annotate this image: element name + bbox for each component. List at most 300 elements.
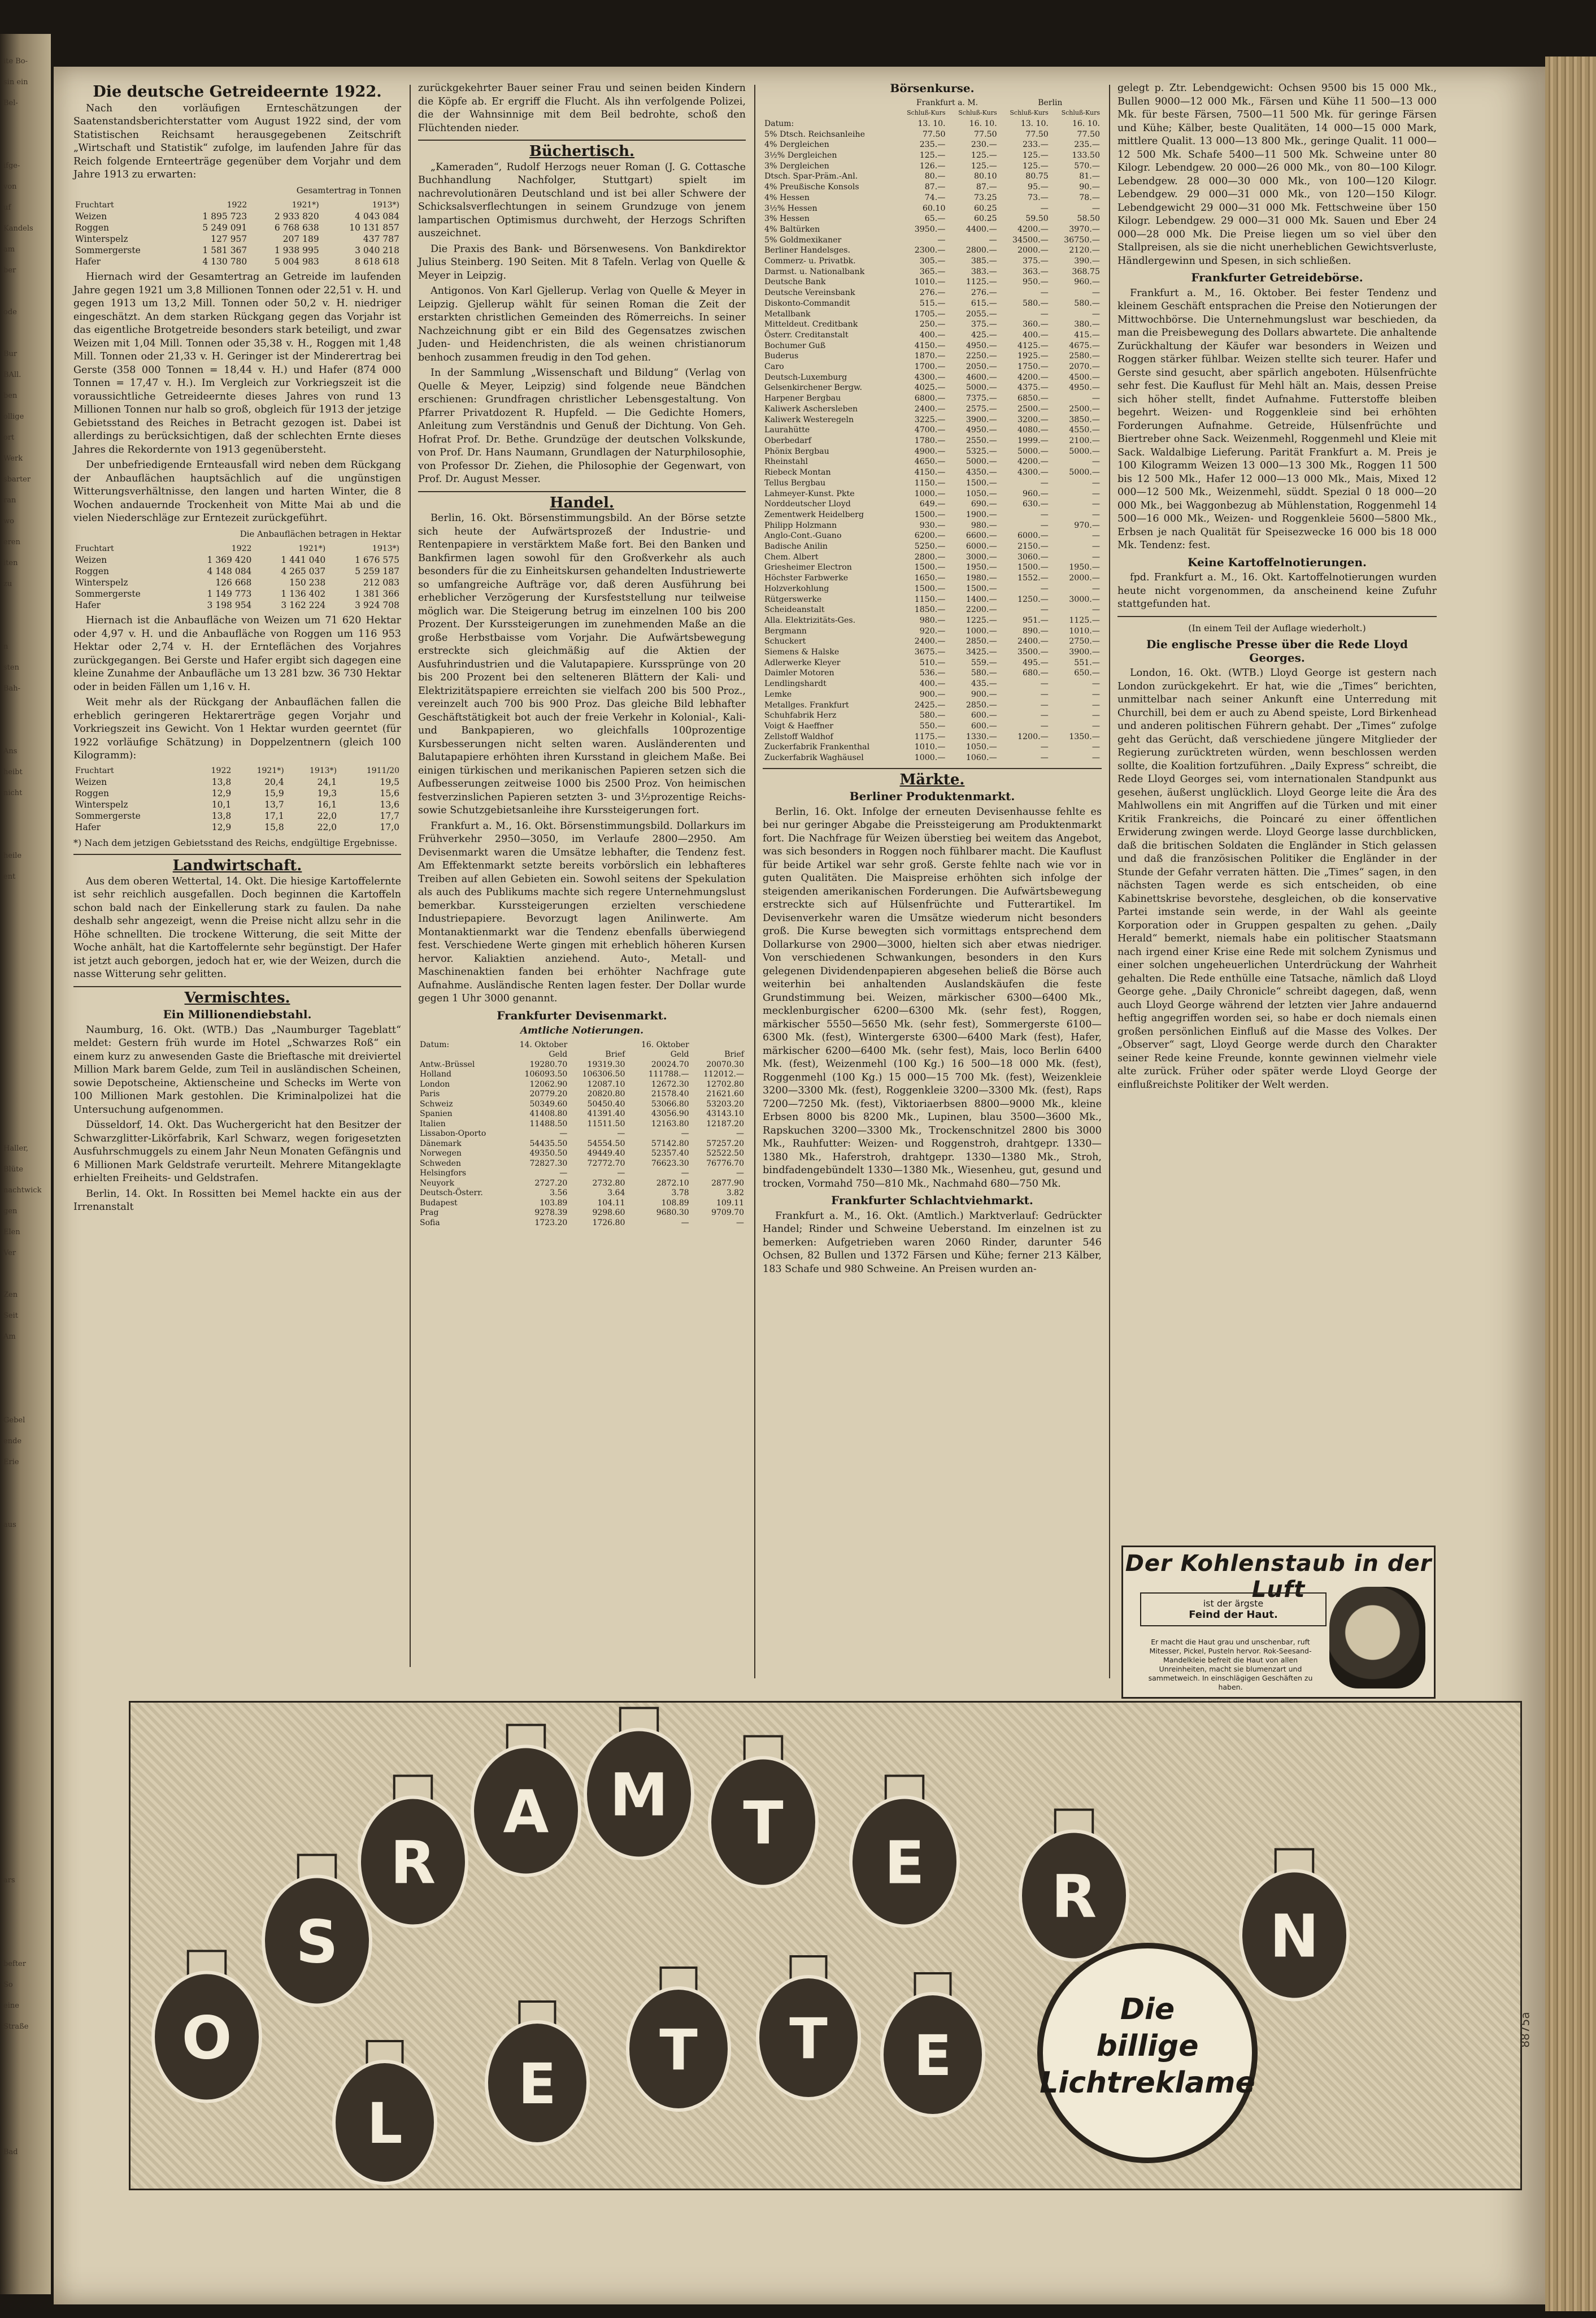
table-cell: 6000.— xyxy=(966,542,997,552)
table-cell: 3% Dergleichen xyxy=(764,161,829,171)
table-cell: 559.— xyxy=(971,658,997,667)
osram-bulbs-graphic xyxy=(131,1703,1520,2189)
table-cell: Roggen xyxy=(75,566,110,576)
facing-page-fragment: sbarter xyxy=(3,475,31,484)
table-cell: 12163.80 xyxy=(651,1119,689,1128)
table-row xyxy=(763,605,1102,615)
table-cell: Schuhfabrik Herz xyxy=(764,711,837,720)
table-row xyxy=(763,710,1102,721)
table-cell: Prag xyxy=(420,1208,439,1217)
table-cell: 2800.— xyxy=(966,246,997,255)
table-cell: 3000.— xyxy=(1069,594,1100,604)
table-cell: 4125.— xyxy=(1017,341,1049,350)
table-cell: 59.50 xyxy=(1025,214,1049,224)
table-header-cell: Geld xyxy=(670,1050,689,1059)
table-cell: 580.— xyxy=(1074,298,1100,308)
table-cell: 3.78 xyxy=(671,1188,689,1197)
table-cell: Lissabon-Oporto xyxy=(420,1129,486,1138)
table-cell: — xyxy=(1040,721,1049,731)
table-cell: 3 924 708 xyxy=(355,600,399,610)
table-cell: — xyxy=(1091,394,1100,403)
table-cell: 5000.— xyxy=(966,383,997,393)
facing-page-fragment: Kandels xyxy=(3,224,33,233)
table-cell: 3060.— xyxy=(1017,552,1049,562)
table-cell: 551.— xyxy=(1074,658,1100,667)
facing-page-fragment: Bad xyxy=(3,2148,18,2156)
table-cell: 4400.— xyxy=(966,224,997,234)
table1-caption: Gesamtertrag in Tonnen xyxy=(296,185,401,196)
table-cell: Bochumer Guß xyxy=(764,341,826,350)
table-row xyxy=(763,436,1102,446)
table-row xyxy=(73,788,401,799)
table-cell: 1500.— xyxy=(966,478,997,488)
table-row xyxy=(763,171,1102,182)
table-cell: 510.— xyxy=(919,658,946,667)
table-cell: 2120.— xyxy=(1069,246,1100,255)
table-cell: Deutsch-Luxemburg xyxy=(764,372,847,382)
table-cell: 3425.— xyxy=(966,648,997,657)
table-row xyxy=(763,362,1102,372)
table-cell: — xyxy=(1091,288,1100,298)
table-cell: 127 957 xyxy=(211,234,247,244)
table-cell: 1 581 367 xyxy=(202,245,247,255)
buecher-p3: Antigonos. Von Karl Gjellerup. Verlag von Quelle & Meyer in Leipzig. Gjellerup wählt für seinen Roman die Zeit der erstarkten christlichen Gemeinden des Römerreichs. In seiner Nachzeichnung gibt er ein Bild des Gegensatzes zwischen Juden- und Heidenchristen, die als weinen christianorum benhoch zusammen freudig in den Tod gehen. xyxy=(418,285,746,363)
table-cell: Buderus xyxy=(764,351,799,361)
table-cell: 74.— xyxy=(924,193,946,202)
table-row xyxy=(418,1169,746,1179)
table-cell: Griesheimer Electron xyxy=(764,563,852,572)
table-cell: 12702.80 xyxy=(706,1079,744,1089)
table-row xyxy=(763,330,1102,341)
table-cell: 1250.— xyxy=(1017,594,1049,604)
table-cell: Zuckerfabrik Waghäusel xyxy=(764,753,864,763)
table-cell: 4950.— xyxy=(966,341,997,350)
table-cell: — xyxy=(1091,679,1100,689)
table-cell: 104.11 xyxy=(597,1198,625,1208)
table-cell: — xyxy=(1040,510,1049,519)
table-cell: 515.— xyxy=(919,298,946,308)
table-row xyxy=(763,415,1102,426)
table-cell: — xyxy=(1091,689,1100,699)
table-cell: Hafer xyxy=(75,822,101,832)
table-cell: 1500.— xyxy=(914,510,946,519)
table-cell: — xyxy=(1040,753,1049,763)
divider xyxy=(73,854,401,855)
table-cell: 19,3 xyxy=(317,788,337,798)
bulb-letter: M xyxy=(610,1760,668,1830)
table-cell: 5250.— xyxy=(914,542,946,552)
table-cell: 1900.— xyxy=(966,510,997,519)
table-cell: 60.25 xyxy=(974,203,997,213)
table-cell: Caro xyxy=(764,362,784,372)
table-cell: 5 004 983 xyxy=(274,257,319,267)
table-cell: 20024.70 xyxy=(651,1060,689,1069)
buecher-p4: In der Sammlung „Wissenschaft und Bildung“ (Verlag von Quelle & Meyer, Leipzig) sind folgende neue Bändchen erschienen: Grundfragen christlicher Lebensgestaltung. Von Pfarrer Privatdozent R. Hupfeld. — Die Gedichte Homers, Anleitung zum Verständnis und Genuß der Dichtung. Von Geh. Hofrat Prof. Dr. Bethe. Grundzüge der deutschen Volkskunde, von Prof. Dr. Hans Naumann, Grundlagen der Naturphilosophie, von Professor Dr. Ziehen, die Philosophie der Gegenwart, von Prof. Dr. August Messer. xyxy=(418,367,746,485)
facing-page-fragment: sin ein xyxy=(3,78,28,86)
table-cell: Berliner Handelsges. xyxy=(764,246,851,255)
table-row xyxy=(763,520,1102,531)
facing-page-fragment: Bah- xyxy=(3,684,21,693)
table-row xyxy=(418,1100,746,1110)
table-header-cell: Fruchtart xyxy=(75,201,114,210)
table-row xyxy=(763,562,1102,573)
table-header-cell xyxy=(763,98,895,108)
table-cell: 930.— xyxy=(919,520,946,530)
table-cell: 970.— xyxy=(1074,520,1100,530)
table-cell: 360.— xyxy=(1023,320,1049,329)
table-cell: 276.— xyxy=(919,288,946,298)
table-row xyxy=(763,499,1102,510)
table-row xyxy=(418,1218,746,1229)
table-cell: 5% Dtsch. Reichsanleihe xyxy=(764,129,866,139)
getreide-table-3 xyxy=(73,765,401,833)
table-row xyxy=(763,658,1102,669)
table-header-cell: Berlin xyxy=(1038,98,1063,107)
table-cell: 90.— xyxy=(1079,183,1100,192)
table-cell: Dänemark xyxy=(420,1139,462,1148)
table-cell: 4650.— xyxy=(914,457,946,467)
landwirtschaft-title: Landwirtschaft. xyxy=(172,857,302,874)
table-header-cell: 1921*) xyxy=(292,201,319,210)
table-cell: 4500.— xyxy=(1069,372,1100,382)
table-cell: 7375.— xyxy=(966,394,997,403)
table-cell: 3.64 xyxy=(607,1188,625,1197)
table-cell: 77.50 xyxy=(1077,129,1100,139)
table-row xyxy=(73,776,401,788)
table-row xyxy=(73,799,401,810)
table-cell: 2100.— xyxy=(1069,436,1100,445)
table-cell: 41391.40 xyxy=(587,1109,625,1118)
table-cell: 4600.— xyxy=(966,372,997,382)
table-row xyxy=(73,554,401,566)
table-header-cell: 14. Oktober xyxy=(519,1040,568,1049)
table-cell: Philipp Holzmann xyxy=(764,520,837,530)
table-row xyxy=(418,1199,746,1209)
table-cell: 1780.— xyxy=(914,436,946,445)
table-header-cell: 1913*) xyxy=(310,766,337,775)
table-cell: 950.— xyxy=(1023,277,1049,287)
facing-page-fragment: Haller, xyxy=(3,1144,29,1153)
table-cell: — xyxy=(1091,721,1100,731)
light-bulb xyxy=(263,1855,371,2006)
table-cell: 12087.10 xyxy=(587,1079,625,1089)
facing-page-fragment: Bel- xyxy=(3,99,18,107)
table-cell: — xyxy=(1040,743,1049,752)
table-cell: 20820.80 xyxy=(587,1089,625,1099)
table-cell: 920.— xyxy=(919,626,946,636)
table-cell: — xyxy=(1091,489,1100,498)
table-cell: Badische Anilin xyxy=(764,542,828,552)
light-bulb xyxy=(486,2002,588,2144)
table-row xyxy=(763,404,1102,415)
table-cell: 3 162 224 xyxy=(281,600,326,610)
getreide-para-5: Weit mehr als der Rückgang der Anbauflächen fallen die erheblich geringeren Hektarerträge gegen Vorjahr und Vorkriegszeit ins Gewicht. Von 1 Hektar wurden geerntet (für 1922 vorläufige Schätzung) in Doppelzentnern (gleich 100 Kilogramm): xyxy=(73,697,401,761)
table-cell: 112012.— xyxy=(703,1070,744,1079)
table-cell: 4150.— xyxy=(914,341,946,350)
ad-osram-lichtreklame xyxy=(129,1701,1522,2190)
table-cell: — xyxy=(617,1129,625,1138)
table-cell: — xyxy=(736,1129,744,1138)
table-cell: 108.89 xyxy=(661,1198,689,1208)
table-cell: 649.— xyxy=(919,500,946,509)
table-cell: 2000.— xyxy=(1069,574,1100,583)
table-cell: Zuckerfabrik Frankenthal xyxy=(764,743,870,752)
table-cell: 365.— xyxy=(919,267,946,276)
table-header-cell: 1921*) xyxy=(298,544,326,553)
table-cell: Sommergerste xyxy=(75,589,141,599)
table-row xyxy=(73,822,401,833)
table-cell: 1 136 402 xyxy=(281,589,326,599)
table-cell: — xyxy=(989,235,997,245)
table-cell: — xyxy=(1091,203,1100,213)
buecher-title: Büchertisch. xyxy=(529,143,635,160)
table-cell: 2300.— xyxy=(914,246,946,255)
table-row xyxy=(418,1109,746,1119)
table-cell: 80.— xyxy=(924,172,946,181)
table-row xyxy=(763,478,1102,489)
table-header-cell: Schluß-Kurs xyxy=(958,109,997,117)
light-bulb xyxy=(851,1776,958,1926)
facing-page-fragment: gen xyxy=(3,1207,18,1216)
table-cell: 10,1 xyxy=(211,799,232,810)
light-bulb xyxy=(1241,1850,1348,2000)
devisen-table xyxy=(418,1040,746,1229)
table-row xyxy=(418,1129,746,1139)
table-cell: — xyxy=(1091,500,1100,509)
table-cell: Lemke xyxy=(764,689,792,699)
table-cell: Sommergerste xyxy=(75,245,141,255)
table-row xyxy=(763,383,1102,393)
table-cell: 77.50 xyxy=(974,129,997,139)
table-cell: 1 895 723 xyxy=(202,211,247,222)
table-cell: Spanien xyxy=(420,1109,453,1118)
table-cell: 400.— xyxy=(919,679,946,689)
maerkte-p1: Berlin, 16. Okt. Infolge der erneuten Devisenhausse fehlte es bei nur geringer Abgabe die Preissteigerung am Produktenmarkt fort. Die Nachfrage für Weizen überstieg bei weitem das Angebot, was sich besonders in Roggen noch fühlbarer macht. Die Kauflust für beide Artikel war sehr groß. Gerste fehlte nach wie vor in guten Qualitäten. Die Maispreise erhöhten sich infolge der steigenden amerikanischen Forderungen. Die Aufwärtsbewegung erstreckte sich auf Hülsenfrüchte und Futterartikel. Im Devisenverkehr waren die Umsätze wiederum nicht besonders groß. Die Kurse bewegten sich vormittags entsprechend dem Dollarkurse von 2900—3000, hielten sich aber etwas niedriger. Von verschiedenen Schwankungen, besonders in den Kurs gelegenen Dividendenpapieren abgesehen beließ die Börse auch weiterhin bei anhaltenden Auslandskäufen die feste Grundstimmung bei. Weizen, märkischer 6300—6400 Mk., mecklenburgischer 6200—6300 Mk. (sehr fest), Roggen, märkischer 5550—5650 Mk. (sehr fest), Sommergerste 6100—6300 Mk. (fest), Wintergerste 6300—6400 Mark (fest), Hafer, märkischer 6200—6400 Mk. (sehr fest), Mais, loco Berlin 6400 Mk. (fest), Weizenmehl (100 Kg.) 16 500—18 000 Mk. (fest), Roggenmehl (100 Kg.) 15 000—15 700 Mk. (fest), Weizenkleie 3200—3300 Mk. (fest), Roggenkleie 3200—3300 Mk. (fest), Raps 7200—7250 Mk. (fest), Viktoriaerbsen 8800—9000 Mk., kleine Erbsen 8000 bis 8200 Mk., Lupinen, blau 3500—3600 Mk., Rapskuchen 3200—3300 Mk., Trockenschnitzel 2800 bis 3000 Mk., Rauhfutter: Weizen- und Roggenstroh, drahtgepr. 1330—1380 Mk., Haferstroh, drahtgepr. 1330—1380 Mk., Stroh, bindfadengebündelt 1330—1380 Mk., Wiesenheu, gut, gesund und trocken, Vormahd 750—810 Mk., Nachmahd 680—750 Mk. xyxy=(763,806,1102,1190)
table-row xyxy=(763,732,1102,743)
table-cell: 73.— xyxy=(1028,193,1049,202)
table-cell: Winterspelz xyxy=(75,578,128,588)
table-cell: 13,8 xyxy=(211,810,232,821)
divider xyxy=(1117,616,1437,617)
bulb-letter: T xyxy=(789,2007,828,2072)
table-row xyxy=(73,566,401,577)
table-cell: Holland xyxy=(420,1070,451,1079)
table-row xyxy=(763,573,1102,584)
table-cell: 106306.50 xyxy=(582,1070,625,1079)
column-1 xyxy=(73,82,401,1217)
table-cell: 368.75 xyxy=(1072,267,1100,276)
table-cell: 400.— xyxy=(1023,330,1049,340)
table-cell: 385.— xyxy=(971,257,997,266)
facing-page-fragment: BAll. xyxy=(3,371,21,379)
table-cell: 580.— xyxy=(919,711,946,720)
handel-p1: Berlin, 16. Okt. Börsenstimmungsbild. An der Börse setzte sich heute der Aufwärtsprozeß der Industrie- und Rentenpapiere in verstärktem Maße fort. Bei den Banken und Bankfirmen lagen sowohl für den Großverkehr als auch besonders für die zu Einheitskursen gehandelten Industriewerte so umfangreiche Aufträge vor, daß deren Ausführung bei erheblicher Verzögerung der Kursfeststellung nur teilweise möglich war. Die Steigerung betrug im einzelnen 100 bis 200 Prozent. Der Kurssteigerungen im zunehmenden Maße an die große Herbstbaisse vom Vorjahr. Die Aufwärtsbewegung erstreckte sich gleichmäßig auf die Aktien der Ausfuhrindustrien und die Valutapapiere. Kurssprünge von 20 bis 200 Prozent bei den selteneren Blättern der Kali- und Elektrizitätspapiere erreichten sie vielfach 200 bis 500 Proz., vereinzelt auch 700 bis 900 Proz. Das gleiche Bild lebhafter Geschäftstätigkeit bot auch der freie Verkehr in Kolonial-, Kali- und Bankpapieren, wo gleichfalls 100prozentige Kursbesserungen nicht selten waren. Ausländerenten und Balutapapiere erhöhten ihren Kursstand in gleichem Maße. Bei einigen türkischen und merikanischen Papieren setzen sich die Aufbesserungen zeitweise 1000 bis 2500 Proz. Von heimischen festverzinslichen Papieren setzten 3- und 3½prozentige Reichs- sowie Schutzgebietsanleihe ihre Kurssteigerungen fort. xyxy=(418,513,746,816)
table-cell: — xyxy=(1091,584,1100,593)
divider xyxy=(73,986,401,987)
table-cell: 276.— xyxy=(971,288,997,298)
table-cell: Italien xyxy=(420,1119,446,1128)
table-cell: 5 249 091 xyxy=(202,223,247,233)
table-cell: 1870.— xyxy=(914,351,946,361)
table-cell: Alla. Elektrizitäts-Ges. xyxy=(764,615,856,625)
table-cell: 1700.— xyxy=(914,362,946,372)
table-cell: 1050.— xyxy=(966,743,997,752)
table-cell: 126 668 xyxy=(215,578,252,588)
table-cell: 5% Goldmexikaner xyxy=(764,235,842,245)
table-cell: Schweiz xyxy=(420,1099,453,1109)
column-2 xyxy=(418,82,746,1231)
table-cell: 4080.— xyxy=(1017,426,1049,435)
table-row xyxy=(763,584,1102,594)
table-cell: 19280.70 xyxy=(529,1060,568,1069)
table-cell: Paris xyxy=(420,1089,440,1099)
facing-page-fragment: iten xyxy=(3,559,18,567)
table-cell: 2872.10 xyxy=(656,1178,689,1188)
table-header-cell: 1921*) xyxy=(256,766,284,775)
table-row xyxy=(763,224,1102,235)
table-cell: Darmst. u. Nationalbank xyxy=(764,267,865,276)
facing-page-fragment: ollige xyxy=(3,413,24,421)
table-cell: Kaliwerk Aschersleben xyxy=(764,404,858,414)
table-row xyxy=(763,594,1102,605)
table-cell: 52522.50 xyxy=(706,1149,744,1158)
col4-sub2: Keine Kartoffelnotierungen. xyxy=(1188,555,1367,569)
table-cell: 960.— xyxy=(1074,277,1100,287)
facing-page-fragment: Bur xyxy=(3,350,18,358)
table-cell: 80.75 xyxy=(1025,172,1049,181)
maerkte-sub1: Berliner Produktenmarkt. xyxy=(849,789,1015,804)
table-cell: 2200.— xyxy=(966,605,997,615)
table-cell: 305.— xyxy=(919,257,946,266)
portrait-illustration xyxy=(1329,1587,1425,1688)
getreide-para-2: Hiernach wird der Gesamtertrag an Getreide im laufenden Jahre gegen 1921 um 3,8 Millionen Tonnen oder 22,51 v. H. und gegen 1913 um 13,2 Mill. Tonnen oder 50,2 v. H. niedriger eingeschätzt. An dem starken Rückgang gegen das Vorjahr ist das eigentliche Brotgetreide besonders stark beteiligt, und zwar Weizen mit 1,04 Mill. Tonnen oder 35,38 v. H., Roggen mit 1,48 Mill. Tonnen oder 21,33 v. H. Geringer ist der Minderertrag bei Gerste (358 000 Tonnen = 18,44 v. H.) und Hafer (874 000 Tonnen = 17,47 v. H.). Im Vergleich zur Vorkriegszeit ist die voraussichtliche Getreideernte dieses Jahres von rund 13 Millionen Tonnen nur halb so groß, obgleich für 1913 der jetzige Gebietsstand des Reiches in Betracht gezogen ist. Dabei ist allerdings zu berücksichtigen, daß der schlechten Ernte dieses Jahres die Rekordernte von 1913 gegenübersteht. xyxy=(73,271,401,455)
table-cell: 12,9 xyxy=(211,788,232,798)
table-cell: 24,1 xyxy=(317,776,337,787)
table-cell: — xyxy=(1040,679,1049,689)
table-row xyxy=(763,425,1102,436)
table-cell: 2500.— xyxy=(1069,404,1100,414)
table-cell: 1060.— xyxy=(966,753,997,763)
table-cell: 11488.50 xyxy=(529,1119,568,1128)
table-cell: 1726.80 xyxy=(592,1218,625,1227)
table-cell: 4 043 084 xyxy=(355,211,399,222)
table-cell: Hafer xyxy=(75,257,101,267)
table-cell: 106093.50 xyxy=(524,1070,568,1079)
table-cell: — xyxy=(1091,605,1100,615)
table-cell: 2400.— xyxy=(914,637,946,646)
table-cell: 22,0 xyxy=(317,822,337,832)
facing-page-fragment: befter xyxy=(3,1960,26,1968)
table-row xyxy=(418,1089,746,1100)
table-row xyxy=(763,372,1102,383)
facing-page-fragment: Blüte xyxy=(3,1165,24,1174)
table-cell: 43143.10 xyxy=(706,1109,744,1118)
table-cell: — xyxy=(1040,700,1049,710)
table-cell: 50450.40 xyxy=(587,1099,625,1109)
table-cell: 1400.— xyxy=(966,594,997,604)
table-cell: 435.— xyxy=(971,679,997,689)
table-cell: 54554.50 xyxy=(587,1139,625,1148)
light-bulb xyxy=(585,1708,693,1859)
table-cell: Siemens & Halske xyxy=(764,648,840,657)
table-cell: 36750.— xyxy=(1064,235,1100,245)
table-cell: 4675.— xyxy=(1069,341,1100,350)
table-cell: 3.82 xyxy=(726,1188,744,1197)
table-cell: 95.— xyxy=(1028,183,1049,192)
table-cell: 3 198 954 xyxy=(207,600,252,610)
table-cell: — xyxy=(1040,711,1049,720)
table-cell: 72827.30 xyxy=(529,1158,568,1168)
table-cell: 12187.20 xyxy=(706,1119,744,1128)
table-cell: 9709.70 xyxy=(711,1208,744,1217)
table-row xyxy=(763,647,1102,658)
table-row xyxy=(763,140,1102,150)
facing-page-fragment: zu xyxy=(3,580,12,588)
table-cell: 1050.— xyxy=(966,489,997,498)
table-cell: 2550.— xyxy=(966,436,997,445)
facing-page-fragment: wo xyxy=(3,517,14,526)
table-row xyxy=(763,235,1102,246)
table-cell: 2800.— xyxy=(914,552,946,562)
table-cell: 22,0 xyxy=(317,810,337,821)
table-cell: 1723.20 xyxy=(534,1218,568,1227)
table-header-cell xyxy=(691,1040,746,1051)
table-cell: 900.— xyxy=(971,689,997,699)
table-row xyxy=(763,288,1102,298)
table-row xyxy=(763,245,1102,256)
table-cell: 77.50 xyxy=(1025,129,1049,139)
table-cell: 15,8 xyxy=(264,822,284,832)
table-row xyxy=(763,214,1102,224)
table-cell: Commerz- u. Privatbk. xyxy=(764,257,856,266)
table-header-cell: Frankfurt a. M. xyxy=(916,98,979,107)
table-cell: 1150.— xyxy=(914,478,946,488)
table-cell: 5000.— xyxy=(1069,468,1100,478)
light-bulb xyxy=(628,1968,729,2110)
table-cell: Phönix Bergbau xyxy=(764,446,829,456)
table-cell: 1980.— xyxy=(966,574,997,583)
boerse-title: Börsenkurse. xyxy=(890,81,975,95)
table-cell: 72772.70 xyxy=(587,1158,625,1168)
col4-note: (In einem Teil der Auflage wiederholt.) xyxy=(1188,622,1366,633)
table-row xyxy=(763,277,1102,288)
table-row xyxy=(73,577,401,588)
table-cell: Chem. Albert xyxy=(764,552,819,562)
bulb-letter: R xyxy=(1051,1862,1097,1931)
bulb-letter: N xyxy=(1269,1902,1319,1971)
table-cell: Deutsch-Österr. xyxy=(420,1188,483,1197)
ad-kohlenstaub-slogan xyxy=(1140,1592,1327,1626)
table-row xyxy=(763,267,1102,277)
table-cell: 1225.— xyxy=(966,615,997,625)
bulb-letter: S xyxy=(295,1907,338,1977)
table-cell: Oberbedarf xyxy=(764,436,811,445)
bulb-letter: O xyxy=(181,2003,232,2073)
table-row xyxy=(763,193,1102,203)
table-row xyxy=(73,211,401,222)
maerkte-p2: Frankfurt a. M., 16. Okt. (Amtlich.) Marktverlauf: Gedrückter Handel; Rinder und Schweine Ueberstand. Im einzelnen ist zu bemerken: Aufgetrieben waren 2060 Rinder, darunter 546 Ochsen, 82 Bullen und 1372 Färsen und Kühe; ferner 213 Kälber, 183 Schafe und 980 Schweine. An Preisen wurden an- xyxy=(763,1210,1102,1275)
table-cell: 425.— xyxy=(971,330,997,340)
table-cell: 125.— xyxy=(1023,151,1049,160)
table-cell: Scheideanstalt xyxy=(764,605,825,615)
table-cell: Rütgerswerke xyxy=(764,594,822,604)
table-cell: 6 768 638 xyxy=(274,223,319,233)
table-cell: 951.— xyxy=(1023,615,1049,625)
table-cell: 4% Dergleichen xyxy=(764,140,829,150)
table-cell: 5000.— xyxy=(1017,446,1049,456)
facing-page-fragment: ent xyxy=(3,872,16,881)
table-cell: 3675.— xyxy=(914,648,946,657)
